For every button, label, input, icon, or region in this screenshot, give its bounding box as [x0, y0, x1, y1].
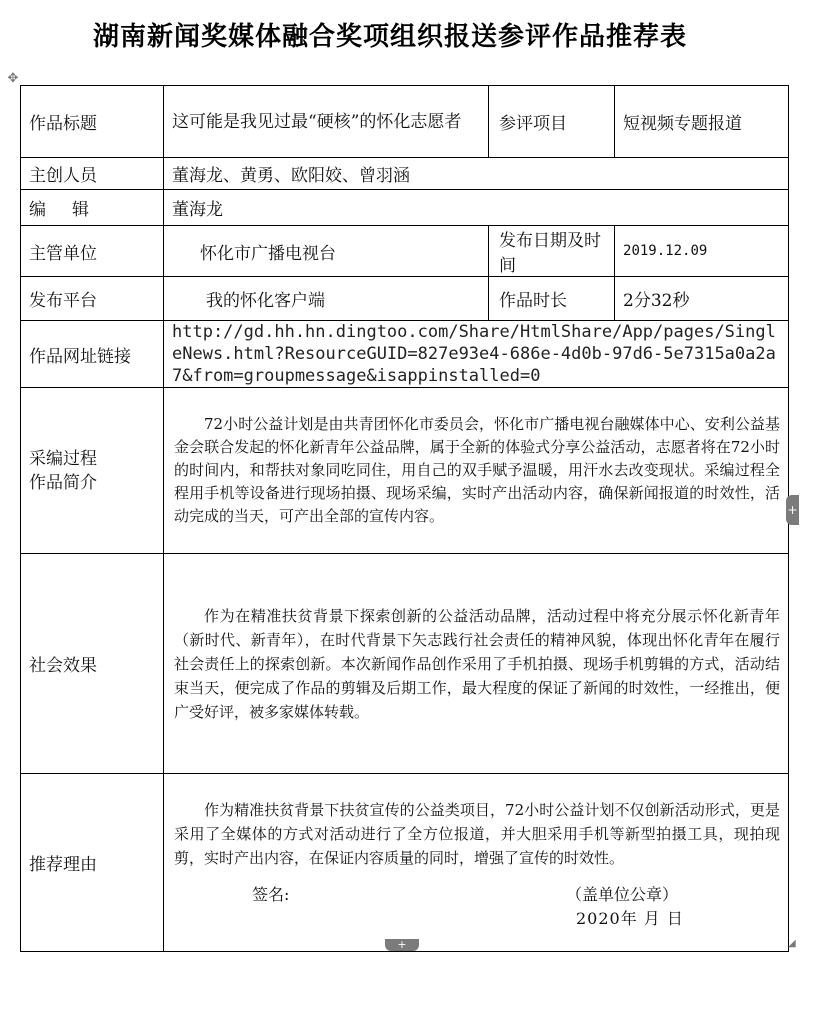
publish-datetime-value[interactable]: 2019.12.09	[615, 226, 789, 277]
row-recommend	[21, 774, 789, 952]
creators-value[interactable]: 董海龙、黄勇、欧阳姣、曾羽涵	[164, 158, 789, 190]
recommend-cell	[164, 774, 789, 952]
social-effect-text[interactable]: 作为在精准扶贫背景下探索创新的公益活动品牌，活动过程中将充分展示怀化新青年（新时代、新青年），在时代背景下矢志践行社会责任的精神风貌，体现出怀化青年在履行社会责任上的探索创新。本次新闻作品创作采用了手机拍摄、现场手机剪辑的方式，活动结束当天，便完成了作品的剪辑及后期工作，最大程度的保证了新闻的时效性，一经推出，便广受好评，被多家媒体转载。	[174, 606, 781, 721]
signature-area	[174, 870, 780, 930]
social-effect-cell	[164, 554, 789, 774]
platform-value[interactable]: 我的怀化客户端	[164, 277, 489, 321]
duration-label: 作品时长	[489, 277, 615, 321]
add-column-button[interactable]: +	[786, 495, 799, 525]
row-platform	[21, 277, 789, 321]
row-social-effect	[21, 554, 789, 774]
document-title: 湖南新闻奖媒体融合奖项组织报送参评作品推荐表	[92, 22, 687, 52]
signature-label: 签名:	[252, 885, 290, 904]
url-label: 作品网址链接	[21, 321, 164, 388]
social-effect-label: 社会效果	[21, 554, 164, 774]
editor-value[interactable]: 董海龙	[164, 190, 789, 226]
url-link[interactable]: http://gd.hh.hn.dingtoo.com/Share/HtmlShare/App/pages/SingleNews.html?ResourceGUID=827e93e4-686e-4d0b-97d6-5e7315a0a2a7&from=groupmessage&isappinstalled=0	[164, 321, 789, 388]
move-arrows-icon[interactable]: ✥	[7, 71, 19, 86]
resize-corner-icon[interactable]: ◢	[788, 938, 796, 949]
recommend-text[interactable]: 作为精准扶贫背景下扶贫宣传的公益类项目，72小时公益计划不仅创新活动形式，更是采用了全媒体的方式对活动进行了全方位报道，并大胆采用手机等新型拍摄工具，现拍现剪，实时产出内容，在保证内容质量的同时，增强了宣传的时效性。	[174, 801, 781, 867]
row-work-title	[21, 86, 789, 158]
work-title-label: 作品标题	[21, 86, 164, 158]
entry-category-label: 参评项目	[489, 86, 615, 158]
creators-label: 主创人员	[21, 158, 164, 190]
process-text[interactable]: 72小时公益计划是由共青团怀化市委员会，怀化市广播电视台融媒体中心、安利公益基金会联合发起的怀化新青年公益品牌，属于全新的体验式分享公益活动，志愿者将在72小时的时间内，和帮扶对象同吃同住，用自己的双手赋予温暖，用汗水去改变现状。采编过程全程用手机等设备进行现场拍摄、现场采编，实时产出活动内容，确保新闻报道的时效性，活动完成的当天，可产出全部的宣传内容。	[174, 415, 781, 525]
row-editor	[21, 190, 789, 226]
add-row-button[interactable]: +	[385, 939, 419, 951]
row-creators	[21, 158, 789, 190]
process-label	[21, 388, 164, 554]
process-label-line1: 采编过程	[29, 448, 97, 469]
entry-category-value[interactable]: 短视频专题报道	[615, 86, 789, 158]
process-cell	[164, 388, 789, 554]
recommendation-form-table	[20, 85, 789, 952]
row-process	[21, 388, 789, 554]
platform-label: 发布平台	[21, 277, 164, 321]
date-line[interactable]: 2020年 月 日	[576, 909, 684, 928]
process-label-line2: 作品简介	[29, 472, 97, 493]
stamp-label: （盖单位公章）	[566, 885, 679, 904]
supervisor-value[interactable]: 怀化市广播电视台	[164, 226, 489, 277]
recommend-label: 推荐理由	[21, 774, 164, 952]
publish-datetime-label: 发布日期及时间	[489, 226, 615, 277]
duration-value[interactable]: 2分32秒	[615, 277, 789, 321]
row-url	[21, 321, 789, 388]
work-title-value[interactable]: 这可能是我见过最“硬核”的怀化志愿者	[164, 86, 489, 158]
editor-label: 编辑	[21, 190, 164, 226]
row-supervisor	[21, 226, 789, 277]
supervisor-label: 主管单位	[21, 226, 164, 277]
